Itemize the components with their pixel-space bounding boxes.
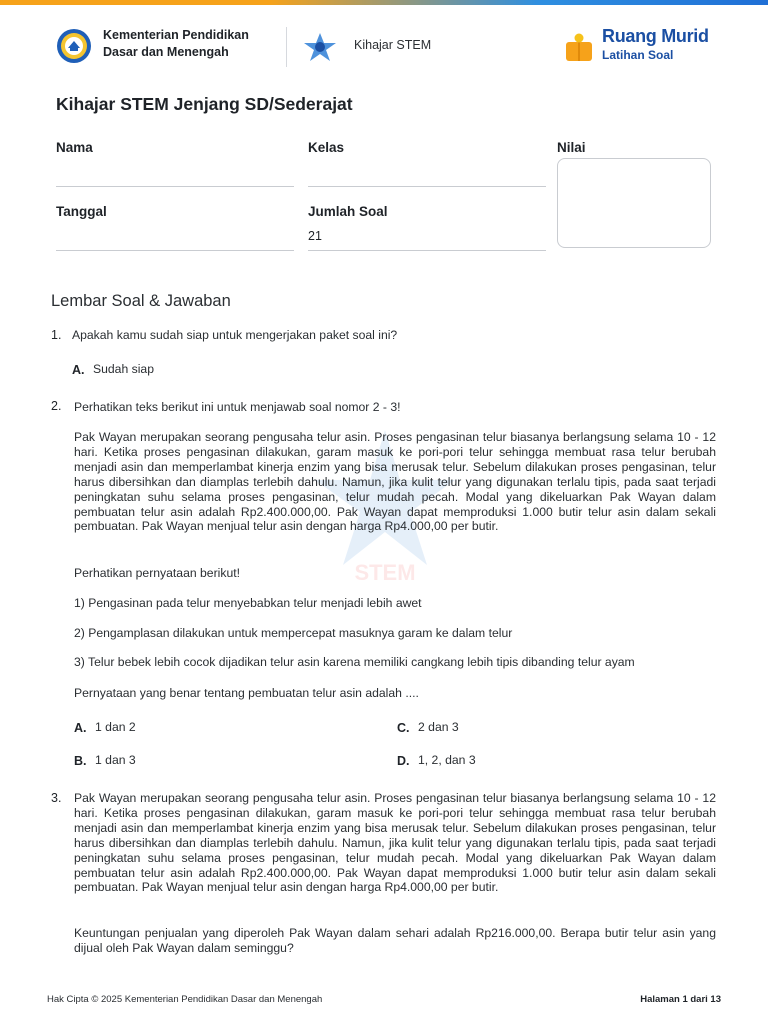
ministry-emblem-icon [56,28,92,64]
brand-title: Ruang Murid [602,26,709,46]
question-3-question: Keuntungan penjualan yang diperoleh Pak Wayan dalam sehari adalah Rp216.000,00. Berapa butir telur asin yang dijual oleh Pak Wayan dalam seminggu? [74,926,716,955]
nilai-score-box[interactable] [557,158,711,248]
ruang-murid-logo-icon [563,31,595,63]
kelas-label: Kelas [308,140,345,155]
question-2-statement-2: 2) Pengamplasan dilakukan untuk mempercepat masuknya garam ke dalam telur [74,626,513,640]
question-2-option-a-letter[interactable]: A. [74,721,87,735]
page-header [0,5,768,85]
nama-field-line[interactable] [56,186,294,187]
question-2-option-c-letter[interactable]: C. [397,721,410,735]
question-2-question: Pernyataan yang benar tentang pembuatan telur asin adalah .... [74,686,419,700]
kelas-field-line[interactable] [308,186,546,187]
footer-copyright: Hak Cipta © 2025 Kementerian Pendidikan Dasar dan Menengah [47,994,323,1005]
jumlah-soal-field-line [308,250,546,251]
question-2-option-b-text[interactable]: 1 dan 3 [95,753,136,767]
question-2-option-c-text[interactable]: 2 dan 3 [418,720,459,734]
jumlah-soal-label: Jumlah Soal [308,204,388,219]
kihajar-stem-logo-icon [300,29,340,65]
question-1-number: 1. [51,328,62,342]
nilai-label: Nilai [557,140,586,155]
question-2-statement-1: 1) Pengasinan pada telur menyebabkan telur menjadi lebih awet [74,596,422,610]
section-title: Lembar Soal & Jawaban [51,292,231,310]
question-2-statement-3: 3) Telur bebek lebih cocok dijadikan telur asin karena memiliki cangkang lebih tipis dibanding telur ayam [74,655,635,669]
program-name: Kihajar STEM [354,38,432,52]
question-2-passage: Pak Wayan merupakan seorang pengusaha telur asin. Proses pengasinan telur biasanya berlangsung selama 10 - 12 hari. Ketika proses pengasinan dilakukan, garam masuk ke pori-pori telur sehingga membuat rasa telur berubah menjadi asin dan memperlambat kinerja enzim yang bisa merusak telur. Sebelum dilakukan proses pengasinan, telur harus dibersihkan dan diamplas terlebih dahulu. Namun, jika kulit telur yang digunakan terlalu tipis, pada saat terjadi peningkatan suhu selama proses pengasinan, telur mudah pecah. Modal yang dikeluarkan Pak Wayan dalam pembuatan telur asin adalah Rp2.400.000,00. Pak Wayan dapat memproduksi 1.000 butir telur asin dalam sekali pembuatan. Pak Wayan menjual telur asin dengan harga Rp4.000,00 per butir. [74,430,716,534]
ministry-name-line1: Kementerian Pendidikan [103,28,249,42]
nama-label: Nama [56,140,93,155]
question-1-option-a-text[interactable]: Sudah siap [93,362,154,376]
question-2-option-d-text[interactable]: 1, 2, dan 3 [418,753,476,767]
jumlah-soal-value: 21 [308,229,322,243]
question-3-number: 3. [51,791,62,805]
question-2-option-b-letter[interactable]: B. [74,754,87,768]
question-2-option-a-text[interactable]: 1 dan 2 [95,720,136,734]
tanggal-label: Tanggal [56,204,107,219]
document-title: Kihajar STEM Jenjang SD/Sederajat [56,94,353,114]
question-2-intro: Perhatikan teks berikut ini untuk menjawab soal nomor 2 - 3! [74,400,401,414]
question-2-option-d-letter[interactable]: D. [397,754,410,768]
tanggal-field-line[interactable] [56,250,294,251]
question-1-text: Apakah kamu sudah siap untuk mengerjakan paket soal ini? [72,328,398,342]
header-divider [286,27,287,67]
brand-subtitle: Latihan Soal [602,48,674,62]
question-3-passage: Pak Wayan merupakan seorang pengusaha telur asin. Proses pengasinan telur biasanya berlangsung selama 10 - 12 hari. Ketika proses pengasinan dilakukan, garam masuk ke pori-pori telur sehingga membuat rasa telur berubah menjadi asin dan memperlambat kinerja enzim yang bisa merusak telur. Sebelum dilakukan proses pengasinan, telur harus dibersihkan dan diamplas terlebih dahulu. Namun, jika kulit telur yang digunakan terlalu tipis, pada saat terjadi peningkatan suhu selama proses pengasinan, telur mudah pecah. Modal yang dikeluarkan Pak Wayan dalam pembuatan telur asin adalah Rp2.400.000,00. Pak Wayan dapat memproduksi 1.000 butir telur asin dalam sekali pembuatan. Pak Wayan menjual telur asin dengan harga Rp4.000,00 per butir. [74,791,716,895]
ministry-name [103,27,249,61]
question-2-prompt: Perhatikan pernyataan berikut! [74,566,240,580]
question-2-number: 2. [51,399,62,413]
ministry-name-line2: Dasar dan Menengah [103,45,229,59]
footer-page-info: Halaman 1 dari 13 [640,994,721,1005]
question-1-option-a-letter[interactable]: A. [72,363,85,377]
watermark-text: STEM [354,560,416,585]
